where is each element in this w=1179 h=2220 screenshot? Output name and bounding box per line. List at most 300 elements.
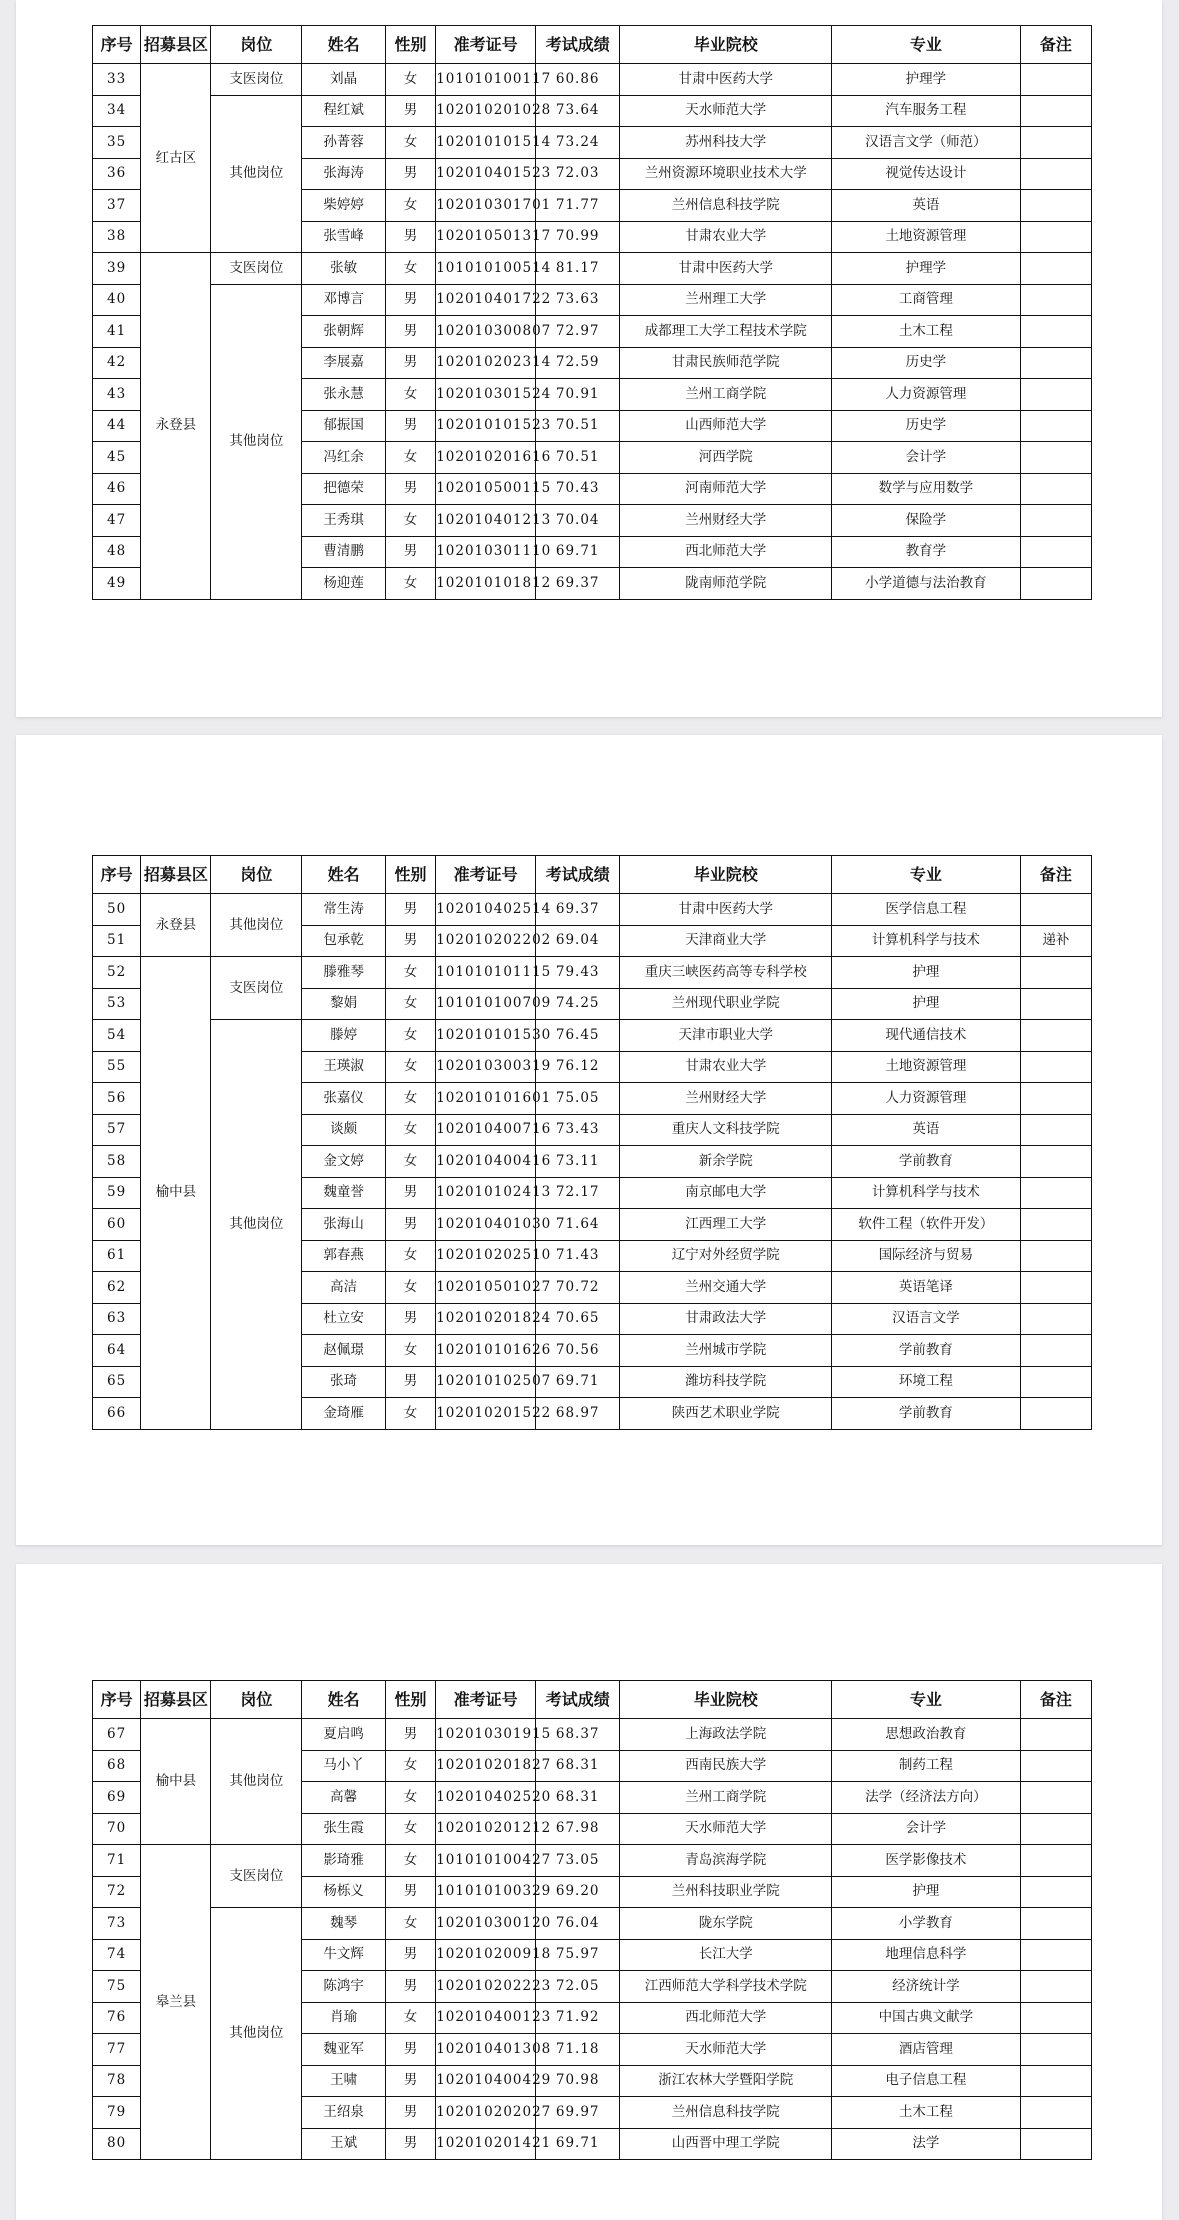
col-school: 甘肃民族师范学院 xyxy=(620,347,832,379)
col-gender: 女 xyxy=(385,1813,435,1845)
col-school: 浙江农林大学暨阳学院 xyxy=(620,2065,832,2097)
col-school: 辽宁对外经贸学院 xyxy=(620,1240,832,1272)
column-header: 专业 xyxy=(832,26,1021,64)
col-name: 张海山 xyxy=(302,1209,385,1241)
col-exam-id: 102010301524 xyxy=(436,379,536,411)
col-gender: 男 xyxy=(385,536,435,568)
col-serial: 70 xyxy=(93,1813,141,1845)
col-score: 75.97 xyxy=(535,1939,619,1971)
col-gender: 女 xyxy=(385,1272,435,1304)
col-score: 76.45 xyxy=(535,1020,619,1052)
recruit-table xyxy=(92,1680,1092,2160)
col-exam-id: 102010201824 xyxy=(436,1303,536,1335)
col-gender: 男 xyxy=(385,2065,435,2097)
col-score: 70.56 xyxy=(535,1335,619,1367)
col-score: 68.31 xyxy=(535,1750,619,1782)
col-serial: 33 xyxy=(93,64,141,96)
col-major: 学前教育 xyxy=(832,1146,1021,1178)
col-remark xyxy=(1020,158,1091,190)
col-gender: 男 xyxy=(385,2128,435,2160)
col-gender: 女 xyxy=(385,1240,435,1272)
col-serial: 44 xyxy=(93,410,141,442)
col-serial: 58 xyxy=(93,1146,141,1178)
col-name: 冯红余 xyxy=(302,442,385,474)
recruit-table xyxy=(92,855,1092,1430)
col-exam-id: 102010402520 xyxy=(436,1782,536,1814)
col-exam-id: 101010101115 xyxy=(436,957,536,989)
col-gender: 男 xyxy=(385,1939,435,1971)
col-exam-id: 102010401308 xyxy=(436,2034,536,2066)
col-remark xyxy=(1020,1272,1091,1304)
col-serial: 62 xyxy=(93,1272,141,1304)
col-school: 甘肃农业大学 xyxy=(620,221,832,253)
col-gender: 男 xyxy=(385,2097,435,2129)
col-serial: 40 xyxy=(93,284,141,316)
position-cell: 支医岗位 xyxy=(211,1845,302,1908)
col-school: 陇东学院 xyxy=(620,1908,832,1940)
col-serial: 74 xyxy=(93,1939,141,1971)
position-cell: 其他岗位 xyxy=(211,284,302,599)
col-score: 73.64 xyxy=(535,95,619,127)
col-exam-id: 102010501317 xyxy=(436,221,536,253)
col-serial: 42 xyxy=(93,347,141,379)
col-gender: 男 xyxy=(385,1366,435,1398)
col-major: 历史学 xyxy=(832,347,1021,379)
col-name: 孙菁蓉 xyxy=(302,127,385,159)
col-name: 程红斌 xyxy=(302,95,385,127)
col-score: 70.51 xyxy=(535,410,619,442)
col-score: 69.97 xyxy=(535,2097,619,2129)
col-name: 包承乾 xyxy=(302,925,385,957)
col-remark xyxy=(1020,1114,1091,1146)
col-gender: 女 xyxy=(385,1908,435,1940)
col-name: 魏琴 xyxy=(302,1908,385,1940)
col-serial: 77 xyxy=(93,2034,141,2066)
col-name: 张朝辉 xyxy=(302,316,385,348)
col-major: 土地资源管理 xyxy=(832,221,1021,253)
col-remark xyxy=(1020,127,1091,159)
column-header: 岗位 xyxy=(211,1681,302,1719)
col-remark xyxy=(1020,1750,1091,1782)
col-major: 小学道德与法治教育 xyxy=(832,568,1021,600)
col-exam-id: 102010300807 xyxy=(436,316,536,348)
col-score: 72.59 xyxy=(535,347,619,379)
col-gender: 男 xyxy=(385,1209,435,1241)
col-remark xyxy=(1020,1398,1091,1430)
col-school: 甘肃中医药大学 xyxy=(620,894,832,926)
col-serial: 56 xyxy=(93,1083,141,1115)
col-remark xyxy=(1020,190,1091,222)
col-name: 王啸 xyxy=(302,2065,385,2097)
table-row xyxy=(93,1719,1092,1751)
col-remark xyxy=(1020,473,1091,505)
col-score: 69.04 xyxy=(535,925,619,957)
document-page-2 xyxy=(16,735,1162,1545)
col-name: 张永慧 xyxy=(302,379,385,411)
col-remark xyxy=(1020,316,1091,348)
col-name: 张敏 xyxy=(302,253,385,285)
col-score: 70.65 xyxy=(535,1303,619,1335)
col-exam-id: 101010100709 xyxy=(436,988,536,1020)
column-header: 姓名 xyxy=(302,1681,385,1719)
col-school: 兰州城市学院 xyxy=(620,1335,832,1367)
col-score: 72.17 xyxy=(535,1177,619,1209)
header-row xyxy=(93,26,1092,64)
col-name: 滕婷 xyxy=(302,1020,385,1052)
col-name: 张琦 xyxy=(302,1366,385,1398)
col-exam-id: 102010101530 xyxy=(436,1020,536,1052)
col-score: 70.51 xyxy=(535,442,619,474)
col-major: 会计学 xyxy=(832,1813,1021,1845)
col-exam-id: 102010300120 xyxy=(436,1908,536,1940)
col-school: 山西师范大学 xyxy=(620,410,832,442)
col-serial: 68 xyxy=(93,1750,141,1782)
col-remark xyxy=(1020,2034,1091,2066)
document-page-3 xyxy=(16,1564,1162,2220)
col-school: 兰州财经大学 xyxy=(620,505,832,537)
col-exam-id: 102010402514 xyxy=(436,894,536,926)
col-exam-id: 101010100427 xyxy=(436,1845,536,1877)
col-school: 河南师范大学 xyxy=(620,473,832,505)
col-name: 夏启鸣 xyxy=(302,1719,385,1751)
col-name: 王秀琪 xyxy=(302,505,385,537)
col-serial: 46 xyxy=(93,473,141,505)
col-remark xyxy=(1020,1051,1091,1083)
col-major: 环境工程 xyxy=(832,1366,1021,1398)
col-score: 70.91 xyxy=(535,379,619,411)
col-score: 73.24 xyxy=(535,127,619,159)
col-major: 小学教育 xyxy=(832,1908,1021,1940)
col-school: 兰州交通大学 xyxy=(620,1272,832,1304)
col-name: 牛文辉 xyxy=(302,1939,385,1971)
col-gender: 男 xyxy=(385,1876,435,1908)
col-name: 王绍泉 xyxy=(302,2097,385,2129)
column-header: 招募县区 xyxy=(141,1681,211,1719)
col-gender: 女 xyxy=(385,1051,435,1083)
table-row xyxy=(93,1845,1092,1877)
column-header: 毕业院校 xyxy=(620,856,832,894)
col-exam-id: 102010101514 xyxy=(436,127,536,159)
col-serial: 47 xyxy=(93,505,141,537)
col-major: 护理学 xyxy=(832,253,1021,285)
col-gender: 男 xyxy=(385,158,435,190)
column-header: 准考证号 xyxy=(436,26,536,64)
col-remark xyxy=(1020,1366,1091,1398)
col-name: 金文婷 xyxy=(302,1146,385,1178)
col-remark xyxy=(1020,1813,1091,1845)
col-school: 长江大学 xyxy=(620,1939,832,1971)
col-serial: 48 xyxy=(93,536,141,568)
col-major: 学前教育 xyxy=(832,1398,1021,1430)
position-cell: 其他岗位 xyxy=(211,1908,302,2160)
col-exam-id: 102010400123 xyxy=(436,2002,536,2034)
col-gender: 男 xyxy=(385,1719,435,1751)
col-major: 地理信息科学 xyxy=(832,1939,1021,1971)
col-major: 护理 xyxy=(832,988,1021,1020)
county-cell: 红古区 xyxy=(141,64,211,253)
col-major: 思想政治教育 xyxy=(832,1719,1021,1751)
col-score: 76.04 xyxy=(535,1908,619,1940)
col-school: 兰州信息科技学院 xyxy=(620,190,832,222)
col-exam-id: 102010401722 xyxy=(436,284,536,316)
col-exam-id: 102010201522 xyxy=(436,1398,536,1430)
column-header: 序号 xyxy=(93,1681,141,1719)
col-remark xyxy=(1020,1146,1091,1178)
col-remark xyxy=(1020,957,1091,989)
col-remark xyxy=(1020,1719,1091,1751)
col-serial: 43 xyxy=(93,379,141,411)
col-name: 郭春燕 xyxy=(302,1240,385,1272)
col-exam-id: 102010401030 xyxy=(436,1209,536,1241)
col-school: 青岛滨海学院 xyxy=(620,1845,832,1877)
col-school: 重庆人文科技学院 xyxy=(620,1114,832,1146)
col-remark xyxy=(1020,1020,1091,1052)
col-remark xyxy=(1020,379,1091,411)
col-major: 现代通信技术 xyxy=(832,1020,1021,1052)
col-school: 西北师范大学 xyxy=(620,2002,832,2034)
col-gender: 女 xyxy=(385,64,435,96)
col-school: 陇南师范学院 xyxy=(620,568,832,600)
col-exam-id: 102010102413 xyxy=(436,1177,536,1209)
col-major: 教育学 xyxy=(832,536,1021,568)
col-serial: 49 xyxy=(93,568,141,600)
column-header: 考试成绩 xyxy=(535,26,619,64)
col-school: 兰州信息科技学院 xyxy=(620,2097,832,2129)
col-exam-id: 102010202510 xyxy=(436,1240,536,1272)
col-gender: 男 xyxy=(385,221,435,253)
col-exam-id: 102010301110 xyxy=(436,536,536,568)
col-exam-id: 102010500115 xyxy=(436,473,536,505)
col-exam-id: 102010101812 xyxy=(436,568,536,600)
col-major: 土地资源管理 xyxy=(832,1051,1021,1083)
col-school: 南京邮电大学 xyxy=(620,1177,832,1209)
col-remark xyxy=(1020,2065,1091,2097)
col-name: 张海涛 xyxy=(302,158,385,190)
position-cell: 支医岗位 xyxy=(211,253,302,285)
col-exam-id: 102010201028 xyxy=(436,95,536,127)
col-serial: 66 xyxy=(93,1398,141,1430)
col-school: 天津市职业大学 xyxy=(620,1020,832,1052)
col-serial: 76 xyxy=(93,2002,141,2034)
col-remark xyxy=(1020,1971,1091,2003)
col-major: 土木工程 xyxy=(832,2097,1021,2129)
col-exam-id: 102010400429 xyxy=(436,2065,536,2097)
col-serial: 78 xyxy=(93,2065,141,2097)
col-school: 苏州科技大学 xyxy=(620,127,832,159)
col-school: 兰州现代职业学院 xyxy=(620,988,832,1020)
col-serial: 64 xyxy=(93,1335,141,1367)
column-header: 准考证号 xyxy=(436,856,536,894)
col-exam-id: 102010400716 xyxy=(436,1114,536,1146)
table-row xyxy=(93,894,1092,926)
col-major: 视觉传达设计 xyxy=(832,158,1021,190)
col-serial: 57 xyxy=(93,1114,141,1146)
col-name: 邓博言 xyxy=(302,284,385,316)
col-score: 75.05 xyxy=(535,1083,619,1115)
column-header: 毕业院校 xyxy=(620,1681,832,1719)
header-row xyxy=(93,856,1092,894)
col-serial: 75 xyxy=(93,1971,141,2003)
col-exam-id: 102010400416 xyxy=(436,1146,536,1178)
col-gender: 男 xyxy=(385,1303,435,1335)
col-serial: 79 xyxy=(93,2097,141,2129)
col-major: 英语 xyxy=(832,1114,1021,1146)
col-remark xyxy=(1020,505,1091,537)
col-remark xyxy=(1020,1303,1091,1335)
col-name: 刘晶 xyxy=(302,64,385,96)
col-score: 68.37 xyxy=(535,1719,619,1751)
col-name: 杨栎义 xyxy=(302,1876,385,1908)
recruit-table xyxy=(92,25,1092,600)
col-score: 70.98 xyxy=(535,2065,619,2097)
col-remark xyxy=(1020,253,1091,285)
col-serial: 50 xyxy=(93,894,141,926)
col-school: 甘肃政法大学 xyxy=(620,1303,832,1335)
col-score: 73.05 xyxy=(535,1845,619,1877)
col-major: 学前教育 xyxy=(832,1335,1021,1367)
col-gender: 男 xyxy=(385,1177,435,1209)
col-gender: 男 xyxy=(385,347,435,379)
col-gender: 女 xyxy=(385,1114,435,1146)
col-school: 天水师范大学 xyxy=(620,2034,832,2066)
col-name: 王瑛淑 xyxy=(302,1051,385,1083)
col-remark xyxy=(1020,95,1091,127)
table-row xyxy=(93,1908,1092,1940)
position-cell: 其他岗位 xyxy=(211,1020,302,1430)
col-name: 张雪峰 xyxy=(302,221,385,253)
col-school: 潍坊科技学院 xyxy=(620,1366,832,1398)
col-serial: 72 xyxy=(93,1876,141,1908)
col-exam-id: 102010201827 xyxy=(436,1750,536,1782)
col-serial: 55 xyxy=(93,1051,141,1083)
column-header: 性别 xyxy=(385,1681,435,1719)
county-cell: 榆中县 xyxy=(141,1719,211,1845)
col-remark xyxy=(1020,568,1091,600)
col-score: 71.64 xyxy=(535,1209,619,1241)
table-row xyxy=(93,95,1092,127)
col-major: 护理学 xyxy=(832,64,1021,96)
col-major: 会计学 xyxy=(832,442,1021,474)
column-header: 备注 xyxy=(1020,26,1091,64)
col-serial: 80 xyxy=(93,2128,141,2160)
col-name: 魏亚军 xyxy=(302,2034,385,2066)
col-score: 73.11 xyxy=(535,1146,619,1178)
col-gender: 男 xyxy=(385,925,435,957)
table-row xyxy=(93,1020,1092,1052)
col-gender: 女 xyxy=(385,505,435,537)
col-serial: 54 xyxy=(93,1020,141,1052)
col-name: 把德荣 xyxy=(302,473,385,505)
column-header: 毕业院校 xyxy=(620,26,832,64)
col-exam-id: 102010201421 xyxy=(436,2128,536,2160)
col-school: 重庆三峡医药高等专科学校 xyxy=(620,957,832,989)
county-cell: 永登县 xyxy=(141,253,211,600)
col-score: 71.77 xyxy=(535,190,619,222)
column-header: 姓名 xyxy=(302,26,385,64)
col-name: 王斌 xyxy=(302,2128,385,2160)
col-remark xyxy=(1020,1240,1091,1272)
col-gender: 女 xyxy=(385,253,435,285)
col-gender: 女 xyxy=(385,957,435,989)
col-exam-id: 102010101523 xyxy=(436,410,536,442)
col-school: 陕西艺术职业学院 xyxy=(620,1398,832,1430)
position-cell: 其他岗位 xyxy=(211,894,302,957)
col-remark xyxy=(1020,1908,1091,1940)
col-score: 69.71 xyxy=(535,1366,619,1398)
col-remark xyxy=(1020,1876,1091,1908)
col-remark xyxy=(1020,2097,1091,2129)
col-school: 新余学院 xyxy=(620,1146,832,1178)
column-header: 性别 xyxy=(385,26,435,64)
col-major: 计算机科学与技术 xyxy=(832,1177,1021,1209)
column-header: 考试成绩 xyxy=(535,1681,619,1719)
col-name: 陈鸿宇 xyxy=(302,1971,385,2003)
col-school: 甘肃中医药大学 xyxy=(620,253,832,285)
col-score: 67.98 xyxy=(535,1813,619,1845)
col-serial: 51 xyxy=(93,925,141,957)
col-remark xyxy=(1020,64,1091,96)
col-major: 工商管理 xyxy=(832,284,1021,316)
col-major: 制药工程 xyxy=(832,1750,1021,1782)
col-remark xyxy=(1020,1177,1091,1209)
col-serial: 41 xyxy=(93,316,141,348)
col-remark xyxy=(1020,284,1091,316)
col-score: 70.04 xyxy=(535,505,619,537)
col-exam-id: 102010301915 xyxy=(436,1719,536,1751)
col-name: 谈颇 xyxy=(302,1114,385,1146)
col-school: 江西师范大学科学技术学院 xyxy=(620,1971,832,2003)
col-serial: 71 xyxy=(93,1845,141,1877)
column-header: 序号 xyxy=(93,856,141,894)
column-header: 专业 xyxy=(832,1681,1021,1719)
col-name: 黎娟 xyxy=(302,988,385,1020)
col-serial: 36 xyxy=(93,158,141,190)
col-exam-id: 102010401213 xyxy=(436,505,536,537)
col-name: 滕雅琴 xyxy=(302,957,385,989)
col-exam-id: 102010102507 xyxy=(436,1366,536,1398)
col-school: 兰州资源环境职业技术大学 xyxy=(620,158,832,190)
county-cell: 榆中县 xyxy=(141,957,211,1430)
col-exam-id: 102010501027 xyxy=(436,1272,536,1304)
col-gender: 男 xyxy=(385,2034,435,2066)
table-row xyxy=(93,64,1092,96)
column-header: 序号 xyxy=(93,26,141,64)
col-score: 60.86 xyxy=(535,64,619,96)
col-serial: 35 xyxy=(93,127,141,159)
col-school: 西南民族大学 xyxy=(620,1750,832,1782)
col-remark xyxy=(1020,1083,1091,1115)
col-exam-id: 101010100329 xyxy=(436,1876,536,1908)
col-gender: 男 xyxy=(385,316,435,348)
col-remark xyxy=(1020,988,1091,1020)
col-exam-id: 101010100514 xyxy=(436,253,536,285)
col-name: 郁振国 xyxy=(302,410,385,442)
column-header: 姓名 xyxy=(302,856,385,894)
col-name: 常生涛 xyxy=(302,894,385,926)
column-header: 岗位 xyxy=(211,856,302,894)
col-score: 70.99 xyxy=(535,221,619,253)
col-exam-id: 102010202223 xyxy=(436,1971,536,2003)
col-remark xyxy=(1020,2002,1091,2034)
col-serial: 37 xyxy=(93,190,141,222)
col-major: 法学（经济法方向） xyxy=(832,1782,1021,1814)
column-header: 考试成绩 xyxy=(535,856,619,894)
col-remark xyxy=(1020,1845,1091,1877)
col-major: 数学与应用数学 xyxy=(832,473,1021,505)
col-score: 68.31 xyxy=(535,1782,619,1814)
col-name: 杨迎莲 xyxy=(302,568,385,600)
col-gender: 男 xyxy=(385,1971,435,2003)
